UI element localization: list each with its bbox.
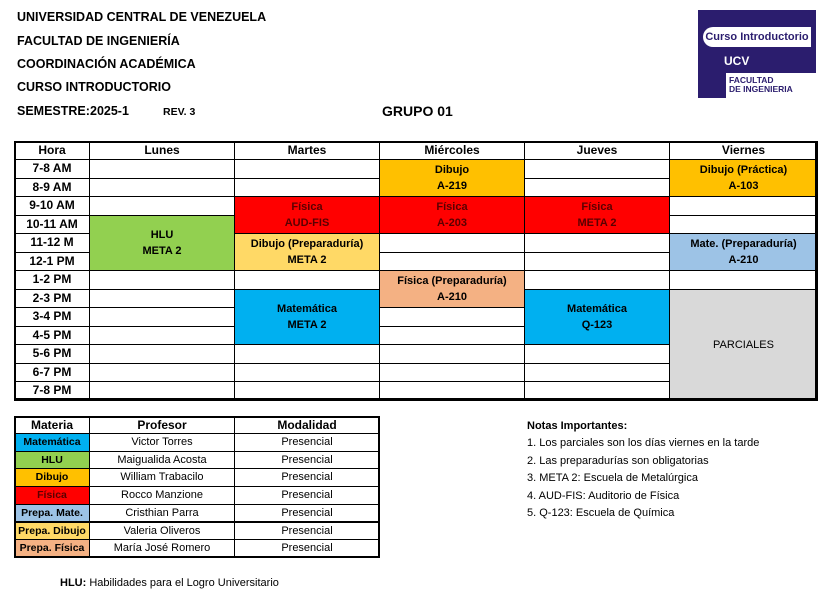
empty-slot — [524, 363, 670, 383]
exams-block — [669, 289, 818, 401]
class-subject: Física (Preparaduría) — [397, 275, 507, 287]
semester-label: SEMESTRE: — [17, 104, 90, 118]
professors-frame — [14, 416, 380, 558]
empty-slot — [379, 344, 525, 364]
class-subject: Mate. (Preparaduría) — [690, 238, 797, 250]
header-jueves: Jueves — [524, 141, 670, 160]
professor-cell: Victor Torres — [89, 433, 235, 452]
empty-slot — [524, 178, 670, 198]
empty-slot — [379, 252, 525, 272]
hour-cell: 10-11 AM — [14, 215, 90, 235]
hour-cell: 2-3 PM — [14, 289, 90, 309]
professors-header: Materia — [14, 416, 90, 434]
empty-slot — [379, 326, 525, 346]
modality-cell: Presencial — [234, 539, 380, 558]
class-block — [669, 233, 818, 271]
logo-course-text: Curso Introductorio — [703, 27, 811, 47]
subject-cell: Prepa. Dibujo — [14, 522, 90, 541]
group-title: GRUPO 01 — [382, 103, 453, 119]
class-block — [234, 196, 380, 234]
empty-slot — [234, 381, 380, 401]
empty-slot — [89, 178, 235, 198]
class-room: A-210 — [728, 254, 759, 266]
professor-cell: Maigualida Acosta — [89, 451, 235, 470]
header-hora: Hora — [14, 141, 90, 160]
hour-cell: 7-8 AM — [14, 159, 90, 179]
empty-slot — [524, 270, 670, 290]
class-block — [524, 289, 670, 346]
empty-slot — [89, 344, 235, 364]
professor-cell: Rocco Manzione — [89, 486, 235, 505]
empty-slot — [89, 196, 235, 216]
class-subject: Física — [291, 201, 323, 213]
class-room: META 2 — [287, 254, 327, 266]
class-room: A-219 — [437, 180, 467, 192]
empty-slot — [89, 363, 235, 383]
professor-cell: Cristhian Parra — [89, 504, 235, 523]
note-item: 4. AUD-FIS: Auditorio de Física — [527, 489, 680, 502]
class-block — [89, 215, 235, 272]
empty-slot — [379, 381, 525, 401]
course-logo — [698, 10, 816, 98]
class-room: META 2 — [142, 244, 182, 257]
faculty-title: FACULTAD DE INGENIERÍA — [17, 34, 180, 48]
logo-ucv-text: UCV — [724, 54, 750, 68]
empty-slot — [234, 363, 380, 383]
revision-label: REV. 3 — [163, 106, 196, 118]
note-item: 2. Las preparadurías son obligatorias — [527, 454, 709, 467]
modality-cell: Presencial — [234, 433, 380, 452]
subject-cell: Prepa. Mate. — [14, 504, 90, 523]
empty-slot — [234, 344, 380, 364]
empty-slot — [669, 196, 818, 216]
class-room: A-203 — [437, 217, 467, 229]
hour-cell: 12-1 PM — [14, 252, 90, 272]
header-martes: Martes — [234, 141, 380, 160]
empty-slot — [379, 363, 525, 383]
header-lunes: Lunes — [89, 141, 235, 160]
hour-cell: 8-9 AM — [14, 178, 90, 198]
university-title: UNIVERSIDAD CENTRAL DE VENEZUELA — [17, 10, 267, 24]
class-subject: Física — [436, 201, 468, 213]
hour-cell: 4-5 PM — [14, 326, 90, 346]
class-subject: HLU — [150, 228, 174, 241]
empty-slot — [379, 307, 525, 327]
class-block — [669, 159, 818, 197]
class-block — [234, 289, 380, 346]
hour-cell: 3-4 PM — [14, 307, 90, 327]
class-block — [379, 196, 525, 234]
empty-slot — [89, 381, 235, 401]
modality-cell: Presencial — [234, 468, 380, 487]
professor-cell: Valeria Oliveros — [89, 522, 235, 541]
modality-cell: Presencial — [234, 522, 380, 541]
modality-cell: Presencial — [234, 451, 380, 470]
class-subject: Dibujo (Práctica) — [699, 164, 788, 176]
professor-cell: William Trabacilo — [89, 468, 235, 487]
footnote-label: HLU: — [60, 577, 87, 589]
class-room: META 2 — [577, 217, 617, 229]
class-room: Q-123 — [581, 318, 613, 331]
class-subject: Dibujo (Preparaduría) — [250, 238, 364, 250]
class-subject: Dibujo — [434, 164, 470, 176]
header-viernes: Viernes — [669, 141, 818, 160]
hour-cell: 5-6 PM — [14, 344, 90, 364]
modality-cell: Presencial — [234, 504, 380, 523]
professors-header: Modalidad — [234, 416, 380, 434]
class-block — [379, 270, 525, 308]
empty-slot — [669, 270, 818, 290]
empty-slot — [524, 159, 670, 179]
semester-value: 2025-1 — [90, 104, 129, 118]
class-block — [379, 159, 525, 197]
class-subject: Matemática — [277, 302, 337, 315]
subject-cell: Dibujo — [14, 468, 90, 487]
hour-cell: 1-2 PM — [14, 270, 90, 290]
header-miércoles: Miércoles — [379, 141, 525, 160]
subject-cell: Física — [14, 486, 90, 505]
note-item: 1. Los parciales son los días viernes en la tarde — [527, 437, 760, 449]
hour-cell: 6-7 PM — [14, 363, 90, 383]
coordination-title: COORDINACIÓN ACADÉMICA — [17, 57, 196, 71]
class-block — [524, 196, 670, 234]
empty-slot — [89, 289, 235, 309]
logo-faculty-line2: DE INGENIERIA — [729, 84, 793, 94]
class-block — [234, 233, 380, 271]
subject-cell: Matemática — [14, 433, 90, 452]
hour-cell: 9-10 AM — [14, 196, 90, 216]
empty-slot — [89, 307, 235, 327]
empty-slot — [234, 159, 380, 179]
logo-faculty-text — [726, 73, 816, 98]
footnote-text: Habilidades para el Logro Universitario — [89, 577, 279, 589]
class-room: A-103 — [728, 180, 759, 192]
empty-slot — [669, 215, 818, 235]
empty-slot — [524, 381, 670, 401]
class-subject: Matemática — [567, 302, 627, 315]
empty-slot — [234, 270, 380, 290]
logo-faculty-line1: FACULTAD — [729, 75, 774, 85]
professor-cell: María José Romero — [89, 539, 235, 558]
empty-slot — [379, 233, 525, 253]
empty-slot — [234, 178, 380, 198]
class-room: AUD-FIS — [284, 217, 330, 229]
empty-slot — [524, 252, 670, 272]
course-title: CURSO INTRODUCTORIO — [17, 80, 171, 94]
empty-slot — [89, 159, 235, 179]
footnote — [60, 577, 279, 589]
empty-slot — [89, 270, 235, 290]
exams-label: PARCIALES — [713, 338, 774, 351]
professors-header: Profesor — [89, 416, 235, 434]
class-subject: Física — [581, 201, 613, 213]
modality-cell: Presencial — [234, 486, 380, 505]
class-room: A-210 — [437, 291, 467, 303]
note-item: 3. META 2: Escuela de Metalúrgica — [527, 472, 698, 485]
empty-slot — [524, 233, 670, 253]
empty-slot — [89, 326, 235, 346]
empty-slot — [524, 344, 670, 364]
class-room: META 2 — [287, 318, 327, 331]
note-item: 5. Q-123: Escuela de Química — [527, 507, 675, 520]
subject-cell: Prepa. Física — [14, 539, 90, 558]
notes-title: Notas Importantes: — [527, 420, 628, 432]
subject-cell: HLU — [14, 451, 90, 470]
hour-cell: 11-12 M — [14, 233, 90, 253]
hour-cell: 7-8 PM — [14, 381, 90, 401]
